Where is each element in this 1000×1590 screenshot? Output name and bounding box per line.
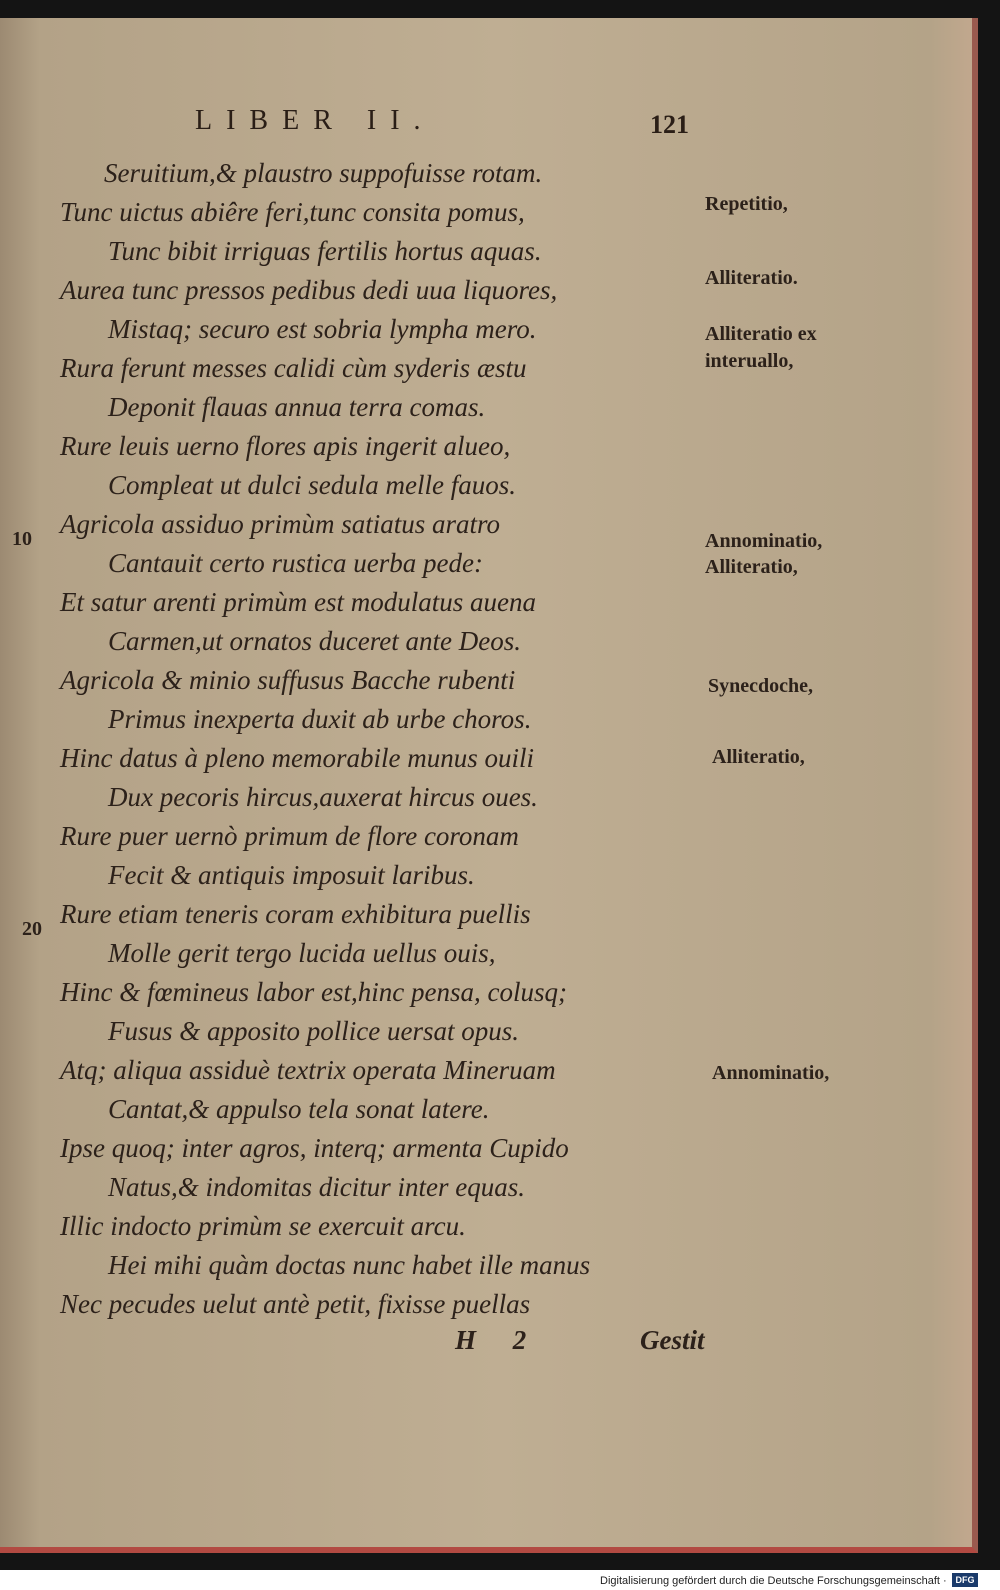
- verse-line: Fusus & apposito pollice uersat opus.: [108, 1016, 519, 1046]
- verse-line: Tunc uictus abiêre feri,tunc consita pomus,: [60, 197, 525, 227]
- verse-line: Agricola assiduo primùm satiatus aratro: [60, 509, 501, 539]
- margin-note: Alliteratio,: [705, 556, 798, 578]
- verse-line: Nec pecudes uelut antè petit, fixisse puellas: [60, 1289, 531, 1319]
- margin-note: Alliteratio ex: [705, 323, 817, 345]
- margin-note: Annominatio,: [705, 530, 823, 552]
- catchword: Gestit: [640, 1325, 705, 1355]
- verse-line: Rure puer uernò primum de flore coronam: [60, 821, 519, 851]
- margin-note: Repetitio,: [705, 193, 788, 215]
- verse-line: Ipse quoq; inter agros, interq; armenta Cupido: [60, 1133, 569, 1163]
- verse-line: Deponit flauas annua terra comas.: [108, 392, 486, 422]
- verse-line: Et satur arenti primùm est modulatus auena: [60, 587, 536, 617]
- signature-mark: H 2: [455, 1325, 527, 1355]
- verse-line: Tunc bibit irriguas fertilis hortus aquas.: [108, 236, 542, 266]
- verse-line: Aurea tunc pressos pedibus dedi uua liquores,: [60, 275, 558, 305]
- margin-note: interuallo,: [705, 350, 794, 372]
- verse-line: Illic indocto primùm se exercuit arcu.: [60, 1211, 466, 1241]
- page-number: 121: [650, 110, 689, 139]
- margin-note: Alliteratio,: [712, 746, 805, 768]
- verse-line: Molle gerit tergo lucida uellus ouis,: [108, 938, 496, 968]
- margin-note: Synecdoche,: [708, 675, 813, 697]
- verse-line: Cantat,& appulso tela sonat latere.: [108, 1094, 490, 1124]
- verse-line: Compleat ut dulci sedula melle fauos.: [108, 470, 516, 500]
- verse-line: Carmen,ut ornatos duceret ante Deos.: [108, 626, 521, 656]
- verse-line: Hinc datus à pleno memorabile munus ouili: [60, 743, 534, 773]
- verse-line: Rure etiam teneris coram exhibitura puellis: [60, 899, 531, 929]
- running-title: LIBER II.: [195, 105, 435, 136]
- verse-line: Natus,& indomitas dicitur inter equas.: [108, 1172, 526, 1202]
- verse-line: Mistaq; securo est sobria lympha mero.: [108, 314, 537, 344]
- dfg-logo: DFG: [952, 1573, 978, 1587]
- line-number-10: 10: [12, 528, 32, 550]
- verse-line: Hinc & fœmineus labor est,hinc pensa, colusq;: [60, 977, 567, 1007]
- verse-line: Agricola & minio suffusus Bacche rubenti: [60, 665, 516, 695]
- verse-line: Dux pecoris hircus,auxerat hircus oues.: [108, 782, 538, 812]
- margin-note: Alliteratio.: [705, 267, 798, 289]
- verse-line: Rura ferunt messes calidi cùm syderis æstu: [60, 353, 527, 383]
- line-number-20: 20: [22, 918, 42, 940]
- verse-line: Rure leuis uerno flores apis ingerit alueo,: [60, 431, 511, 461]
- verse-line: Cantauit certo rustica uerba pede:: [108, 548, 483, 578]
- verse-line: Atq; aliqua assiduè textrix operata Mineruam: [60, 1055, 556, 1085]
- digitization-credit: Digitalisierung gefördert durch die Deutsche Forschungsgemeinschaft ·: [600, 1575, 947, 1587]
- verse-line: Hei mihi quàm doctas nunc habet ille manus: [108, 1250, 591, 1280]
- margin-note: Annominatio,: [712, 1062, 830, 1084]
- verse-line: Fecit & antiquis imposuit laribus.: [108, 860, 475, 890]
- verse-line: Primus inexperta duxit ab urbe choros.: [108, 704, 532, 734]
- verse-line: Seruitium,& plaustro suppofuisse rotam.: [104, 158, 543, 188]
